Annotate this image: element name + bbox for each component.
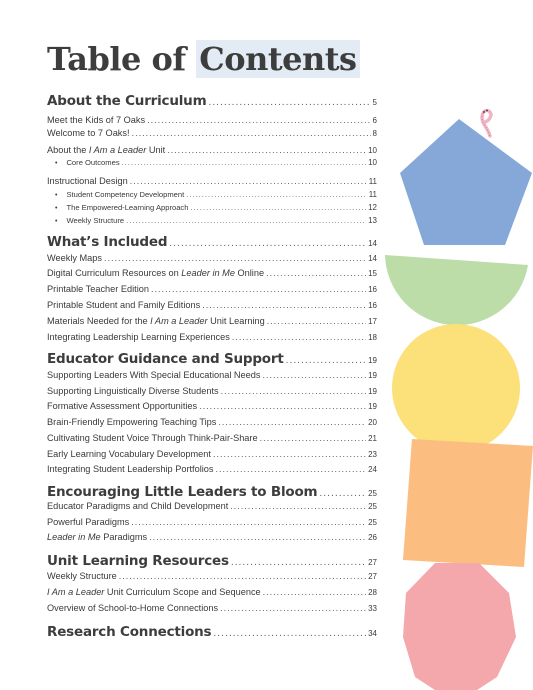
toc-entry [47, 532, 377, 542]
dot-leader [231, 558, 366, 568]
toc-page-number: 19 [368, 371, 377, 380]
toc-entry [47, 284, 377, 294]
toc-entry-label: About the I Am a Leader Unit [47, 145, 166, 155]
toc-entry-label: Supporting Linguistically Diverse Students [47, 386, 219, 396]
toc-entry-label: Meet the Kids of 7 Oaks [47, 115, 146, 125]
toc-entry [47, 571, 377, 581]
toc-page-number: 25 [368, 489, 377, 498]
dot-leader [186, 190, 366, 199]
toc-entry-label: Materials Needed for the I Am a Leader Unit Learning [47, 316, 265, 326]
toc-entry-label: Printable Teacher Edition [47, 284, 149, 294]
toc-page-number: 33 [368, 604, 377, 613]
octagon-shape [403, 563, 516, 690]
toc-page-number: 5 [372, 98, 377, 107]
dot-leader [213, 629, 366, 639]
toc-page-number: 28 [368, 588, 377, 597]
toc-section [47, 624, 377, 640]
toc-entry-label: I Am a Leader Unit Curriculum Scope and Sequence [47, 587, 261, 597]
toc-subentry [55, 216, 377, 225]
title-part-1: Table of [47, 40, 197, 78]
toc-section [47, 234, 377, 250]
bullet-icon: • [55, 205, 58, 212]
toc-page-number: 11 [368, 190, 377, 199]
toc-page-number: 11 [368, 177, 377, 186]
stacked-shapes-illustration [378, 100, 533, 690]
toc-entry-label: Weekly Maps [47, 253, 102, 263]
toc-section [47, 484, 377, 500]
toc-entry-label: Formative Assessment Opportunities [47, 401, 198, 411]
toc-entry [47, 253, 377, 263]
circle-shape [392, 324, 520, 452]
dot-leader [130, 176, 367, 186]
toc-entry-label: Leader in Me Paradigms [47, 532, 148, 542]
dot-leader [218, 417, 366, 427]
dot-leader [167, 145, 366, 155]
toc-page-number: 10 [368, 146, 377, 155]
dot-leader [263, 587, 366, 597]
dot-leader [169, 239, 366, 249]
toc-entry-label: Integrating Leadership Learning Experiences [47, 332, 230, 342]
toc-entry [47, 386, 377, 396]
dot-leader [221, 386, 367, 396]
toc-entry [47, 145, 377, 155]
dot-leader [260, 433, 367, 443]
toc-entry-label: Educator Guidance and Support [47, 351, 284, 367]
toc-page-number: 16 [368, 285, 377, 294]
toc-page-number: 19 [368, 387, 377, 396]
dot-leader [230, 501, 366, 511]
dot-leader [147, 115, 370, 125]
toc-entry [47, 501, 377, 511]
toc-entry-label: What’s Included [47, 234, 168, 250]
toc-entry-label: Weekly Structure [47, 571, 117, 581]
toc-page-number: 19 [368, 356, 377, 365]
toc-entry [47, 316, 377, 326]
toc-page-number: 20 [368, 418, 377, 427]
toc-entry [47, 464, 377, 474]
toc-entry-label: Educator Paradigms and Child Development [47, 501, 229, 511]
toc-entry-label: Welcome to 7 Oaks! [47, 128, 130, 138]
toc-entry-label: Printable Student and Family Editions [47, 300, 201, 310]
dot-leader [286, 356, 367, 366]
pentagon-shape [400, 119, 532, 245]
toc-entry-label: Encouraging Little Leaders to Bloom [47, 484, 318, 500]
dot-leader [151, 284, 366, 294]
toc-entry [47, 603, 377, 613]
toc-entry-label: Early Learning Vocabulary Development [47, 449, 211, 459]
bullet-icon: • [55, 192, 58, 199]
bullet-icon: • [55, 218, 58, 225]
toc-page-number: 8 [372, 129, 377, 138]
dot-leader [131, 517, 366, 527]
toc-entry [47, 128, 377, 138]
toc-entry-label: Supporting Leaders With Special Educational Needs [47, 370, 261, 380]
toc-page-number: 12 [368, 203, 377, 212]
dot-leader [213, 449, 366, 459]
dot-leader [122, 158, 366, 167]
dot-leader [319, 489, 366, 499]
toc-entry-label: Brain-Friendly Empowering Teaching Tips [47, 417, 217, 427]
toc-page-number: 27 [368, 572, 377, 581]
toc-page-number: 10 [368, 158, 377, 167]
toc-entry-label: Student Competency Development [66, 190, 185, 199]
toc-page-number: 18 [368, 333, 377, 342]
dot-leader [232, 332, 366, 342]
toc-entry [47, 587, 377, 597]
toc-entry-label: Instructional Design [47, 176, 128, 186]
toc-entry-label: Digital Curriculum Resources on Leader in Me Online [47, 268, 265, 278]
toc-page-number: 15 [368, 269, 377, 278]
toc-entry [47, 433, 377, 443]
toc-page-number: 6 [372, 116, 377, 125]
dot-leader [199, 401, 366, 411]
dot-leader [220, 603, 366, 613]
dot-leader [262, 370, 366, 380]
dot-leader [267, 316, 366, 326]
toc-page-number: 25 [368, 518, 377, 527]
toc-subentry [55, 190, 377, 199]
toc-entry [47, 370, 377, 380]
page-title [47, 40, 360, 78]
square-shape [403, 439, 533, 567]
dot-leader [216, 464, 367, 474]
toc-subentry [55, 203, 377, 212]
toc-entry-label: Research Connections [47, 624, 212, 640]
toc-entry [47, 449, 377, 459]
toc-entry [47, 401, 377, 411]
toc-page-number: 26 [368, 533, 377, 542]
toc-section [47, 553, 377, 569]
toc-page-number: 21 [368, 434, 377, 443]
toc-section [47, 351, 377, 367]
toc-page-number: 34 [368, 629, 377, 638]
toc-page-number: 25 [368, 502, 377, 511]
toc-entry [47, 115, 377, 125]
toc-entry [47, 517, 377, 527]
toc-entry-label: Core Outcomes [66, 158, 120, 167]
dot-leader [202, 300, 366, 310]
toc-entry-label: Unit Learning Resources [47, 553, 229, 569]
toc-page-number: 17 [368, 317, 377, 326]
title-highlight: Contents [196, 40, 359, 78]
toc-entry-label: About the Curriculum [47, 93, 207, 109]
toc-section [47, 93, 377, 109]
toc-entry-label: Weekly Structure [66, 216, 125, 225]
toc-entry [47, 268, 377, 278]
toc-entry-label: Integrating Student Leadership Portfolios [47, 464, 214, 474]
toc-page-number: 16 [368, 301, 377, 310]
dot-leader [126, 216, 366, 225]
worm-icon [482, 110, 491, 136]
toc-page-number: 13 [368, 216, 377, 225]
toc-entry [47, 332, 377, 342]
toc-entry [47, 300, 377, 310]
toc-entry-label: The Empowered-Learning Approach [66, 203, 189, 212]
toc-page-number: 14 [368, 239, 377, 248]
dot-leader [104, 253, 366, 263]
toc-entry-label: Powerful Paradigms [47, 517, 130, 527]
dot-leader [149, 532, 366, 542]
toc-entry [47, 176, 377, 186]
toc-page-number: 19 [368, 402, 377, 411]
toc-entry-label: Cultivating Student Voice Through Think-Pair-Share [47, 433, 258, 443]
toc-page-number: 14 [368, 254, 377, 263]
semicircle-shape [385, 255, 528, 325]
dot-leader [119, 571, 366, 581]
dot-leader [208, 98, 370, 108]
dot-leader [190, 203, 366, 212]
toc-subentry [55, 158, 377, 167]
toc-page-number: 23 [368, 450, 377, 459]
toc-page-number: 24 [368, 465, 377, 474]
toc-page-number: 27 [368, 558, 377, 567]
toc-entry [47, 417, 377, 427]
toc-entry-label: Overview of School-to-Home Connections [47, 603, 219, 613]
dot-leader [266, 268, 366, 278]
bullet-icon: • [55, 160, 58, 167]
dot-leader [132, 128, 371, 138]
